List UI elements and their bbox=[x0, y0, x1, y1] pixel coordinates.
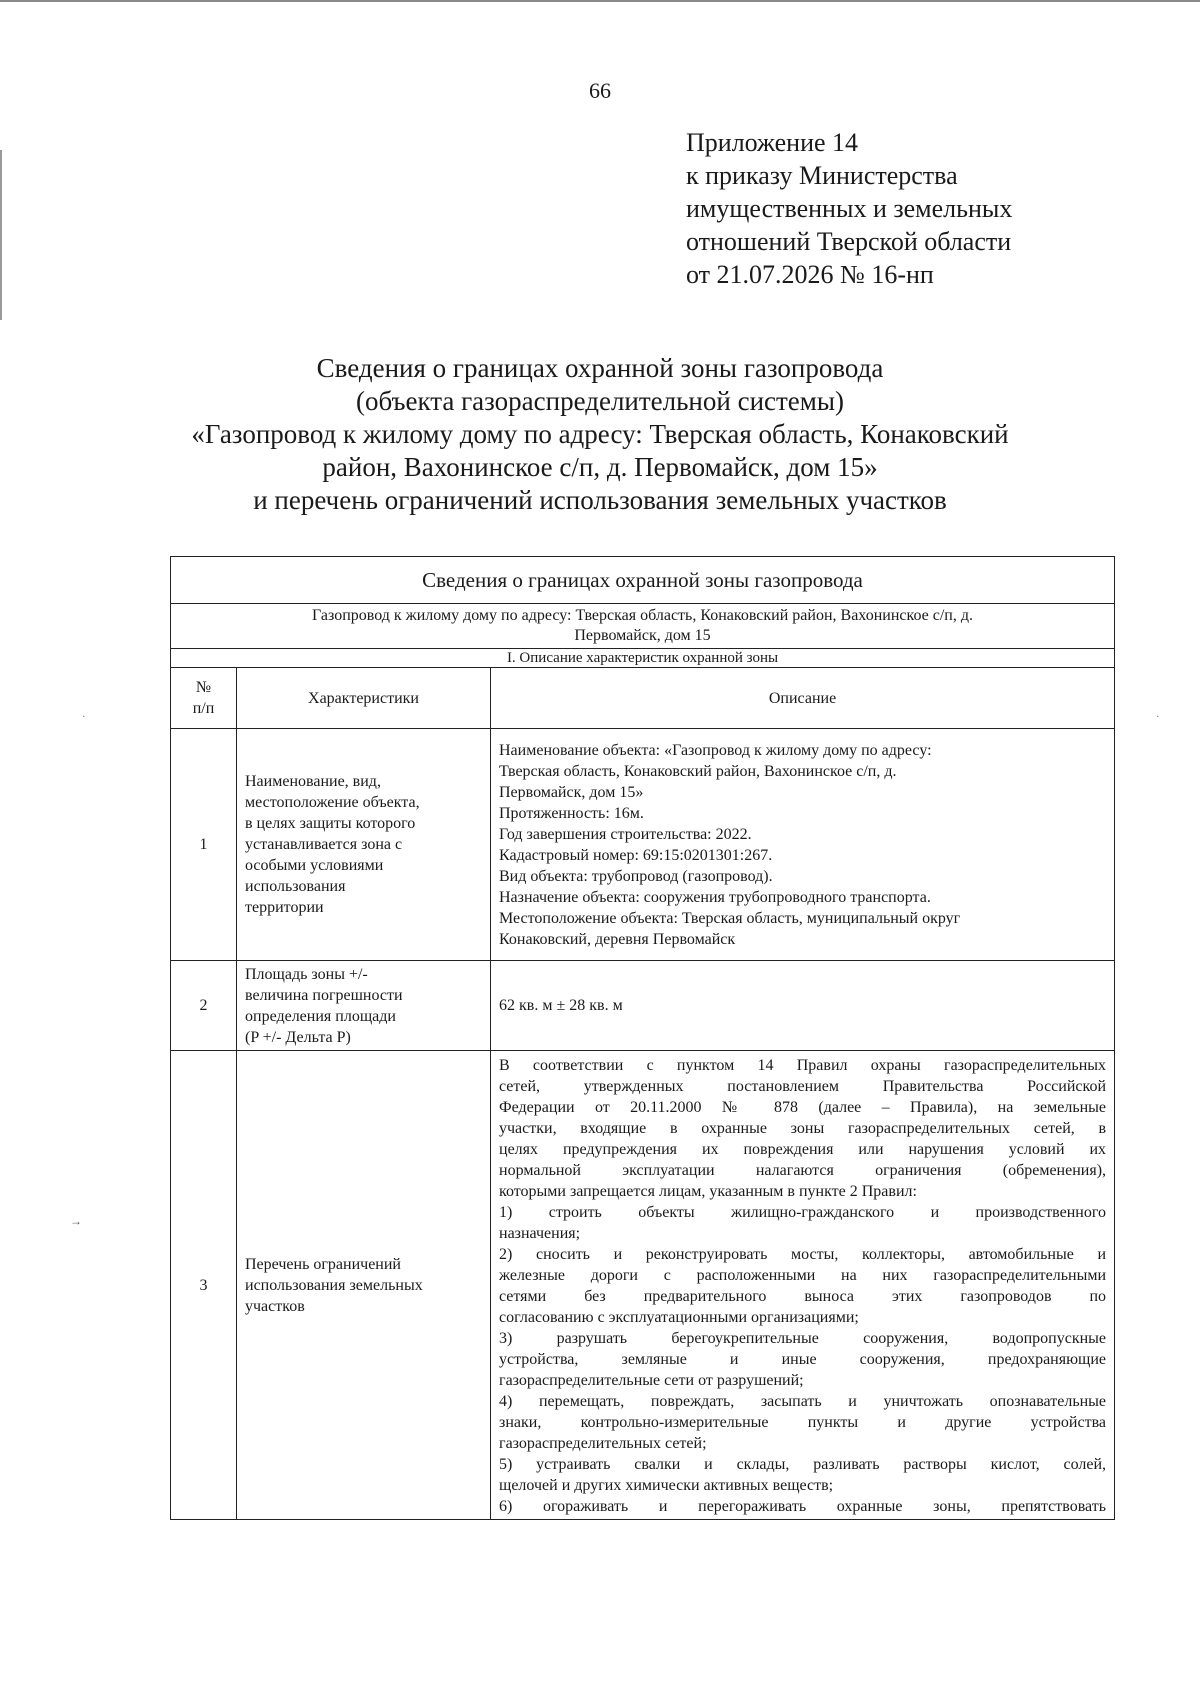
characteristic-line: (P +/- Дельта P) bbox=[245, 1028, 351, 1046]
title-line: Сведения о границах охранной зоны газопровода bbox=[316, 353, 884, 383]
description-line: Тверская область, Конаковский район, Вахонинское с/п, д. bbox=[499, 762, 897, 780]
characteristic-line: определения площади bbox=[245, 1007, 396, 1025]
margin-arrow-mark: → bbox=[70, 1214, 82, 1228]
description-line: Год завершения строительства: 2022. bbox=[499, 825, 752, 843]
description-line: Федерации от 20.11.2000 № 878 (далее – Правила), на земельные bbox=[499, 1099, 1107, 1116]
description-line: щелочей и других химически активных веществ; bbox=[499, 1477, 834, 1494]
row-number: 2 bbox=[171, 961, 237, 1051]
description-line: 1) строить объекты жилищно-гражданского и производственного bbox=[499, 1204, 1107, 1221]
description-line: Наименование объекта: «Газопровод к жилому дому по адресу: bbox=[499, 741, 932, 759]
description-line: знаки, контрольно-измерительные пункты и другие устройства bbox=[499, 1414, 1107, 1431]
description-line: 2) сносить и реконструировать мосты, коллекторы, автомобильные и bbox=[499, 1246, 1107, 1263]
description-line: Конаковский, деревня Первомайск bbox=[499, 930, 736, 948]
document-title bbox=[100, 352, 1100, 517]
description-line: Вид объекта: трубопровод (газопровод). bbox=[499, 867, 773, 885]
appendix-line: от 21.07.2026 № 16-нп bbox=[686, 260, 934, 289]
column-header-number bbox=[171, 668, 237, 729]
description-line: газораспределительные сети от разрушений; bbox=[499, 1372, 804, 1389]
characteristic-line: в целях защиты которого bbox=[245, 815, 416, 832]
scan-top-edge bbox=[0, 0, 1200, 2]
object-line: Первомайск, дом 15 bbox=[574, 627, 711, 644]
title-line: район, Вахонинское с/п, д. Первомайск, дом 15» bbox=[322, 452, 878, 482]
description-line: газораспределительных сетей; bbox=[499, 1435, 707, 1452]
title-line: «Газопровод к жилому дому по адресу: Тверская область, Конаковский bbox=[191, 419, 1009, 449]
characteristic-line: территории bbox=[245, 899, 324, 916]
column-header-number-line: № bbox=[195, 679, 212, 696]
characteristic-line: использования bbox=[245, 878, 346, 895]
characteristic-line: Площадь зоны +/- bbox=[245, 965, 368, 983]
column-header-number-line: п/п bbox=[192, 700, 215, 717]
appendix-block bbox=[686, 126, 1012, 291]
description-line: нормальной эксплуатации налагаются ограничения (обременения), bbox=[499, 1162, 1107, 1179]
description-line: сетей, утвержденных постановлением Правительства Российской bbox=[499, 1078, 1107, 1095]
column-header-description: Описание bbox=[491, 668, 1115, 729]
appendix-line: имущественных и земельных bbox=[686, 194, 1013, 223]
object-line: Газопровод к жилому дому по адресу: Тверская область, Конаковский район, Вахонинское с/п, д. bbox=[312, 607, 973, 624]
scan-speck: · bbox=[1156, 712, 1160, 723]
page-number: 66 bbox=[589, 78, 611, 103]
table-row bbox=[171, 1051, 1115, 1520]
description-line: 6) огораживать и перегораживать охранные зоны, препятствовать bbox=[499, 1498, 1107, 1515]
characteristic-line: Наименование, вид, bbox=[245, 773, 381, 790]
appendix-line: к приказу Министерства bbox=[686, 161, 958, 190]
zone-table bbox=[170, 556, 1115, 1520]
title-line: и перечень ограничений использования земельных участков bbox=[253, 485, 947, 515]
row-characteristic bbox=[237, 729, 491, 961]
characteristic-line: устанавливается зона с bbox=[245, 836, 403, 853]
table-row bbox=[171, 961, 1115, 1051]
characteristic-line: использования земельных bbox=[245, 1276, 423, 1294]
scan-speck: · bbox=[82, 712, 86, 723]
description-line: назначения; bbox=[499, 1225, 581, 1242]
description-line: 4) перемещать, повреждать, засыпать и уничтожать опознавательные bbox=[499, 1393, 1107, 1410]
description-line: устройства, земляные и иные сооружения, предохраняющие bbox=[499, 1351, 1107, 1368]
description-line: Кадастровый номер: 69:15:0201301:267. bbox=[499, 846, 773, 864]
characteristic-line: особыми условиями bbox=[245, 857, 384, 874]
appendix-line: Приложение 14 bbox=[686, 128, 859, 157]
row-number: 1 bbox=[171, 729, 237, 961]
table-heading: Сведения о границах охранной зоны газопровода bbox=[171, 557, 1115, 604]
description-line: 5) устраивать свалки и склады, разливать растворы кислот, солей, bbox=[499, 1456, 1107, 1473]
characteristic-line: участков bbox=[245, 1297, 305, 1315]
description-line: участки, входящие в охранные зоны газораспределительных сетей, в bbox=[499, 1120, 1107, 1137]
description-line: целях предупреждения их повреждения или нарушения условий их bbox=[499, 1141, 1107, 1158]
description-line: Первомайск, дом 15» bbox=[499, 783, 644, 801]
row-characteristic bbox=[237, 1051, 491, 1520]
description-line: которыми запрещается лицам, указанным в пункте 2 Правил: bbox=[499, 1183, 917, 1200]
description-line: Назначение объекта: сооружения трубопроводного транспорта. bbox=[499, 888, 931, 906]
description-line: сетями без предварительного выноса этих газопроводов по bbox=[499, 1288, 1107, 1305]
row-description bbox=[491, 729, 1115, 961]
description-line: согласованию с эксплуатационными организациями; bbox=[499, 1309, 859, 1326]
table-row bbox=[171, 729, 1115, 961]
column-header-characteristics: Характеристики bbox=[237, 668, 491, 729]
table-object-name bbox=[171, 604, 1115, 649]
section-heading: I. Описание характеристик охранной зоны bbox=[171, 649, 1115, 668]
appendix-line: отношений Тверской области bbox=[686, 227, 1012, 256]
description-line: железные дороги с расположенными на них газораспределительными bbox=[499, 1267, 1107, 1284]
row-characteristic bbox=[237, 961, 491, 1051]
row-number: 3 bbox=[171, 1051, 237, 1520]
row-description: 62 кв. м ± 28 кв. м bbox=[491, 961, 1115, 1051]
characteristic-line: местоположение объекта, bbox=[245, 794, 420, 811]
description-line: В соответствии с пунктом 14 Правил охраны газораспределительных bbox=[499, 1057, 1107, 1074]
row-description bbox=[491, 1051, 1115, 1520]
description-line: Протяженность: 16м. bbox=[499, 804, 644, 822]
title-line: (объекта газораспределительной системы) bbox=[355, 386, 845, 416]
description-line: 3) разрушать берегоукрепительные сооружения, водопропускные bbox=[499, 1330, 1107, 1347]
characteristic-line: Перечень ограничений bbox=[245, 1255, 401, 1273]
description-line: Местоположение объекта: Тверская область, муниципальный округ bbox=[499, 909, 961, 927]
scan-left-edge bbox=[0, 150, 2, 320]
characteristic-line: величина погрешности bbox=[245, 986, 403, 1004]
